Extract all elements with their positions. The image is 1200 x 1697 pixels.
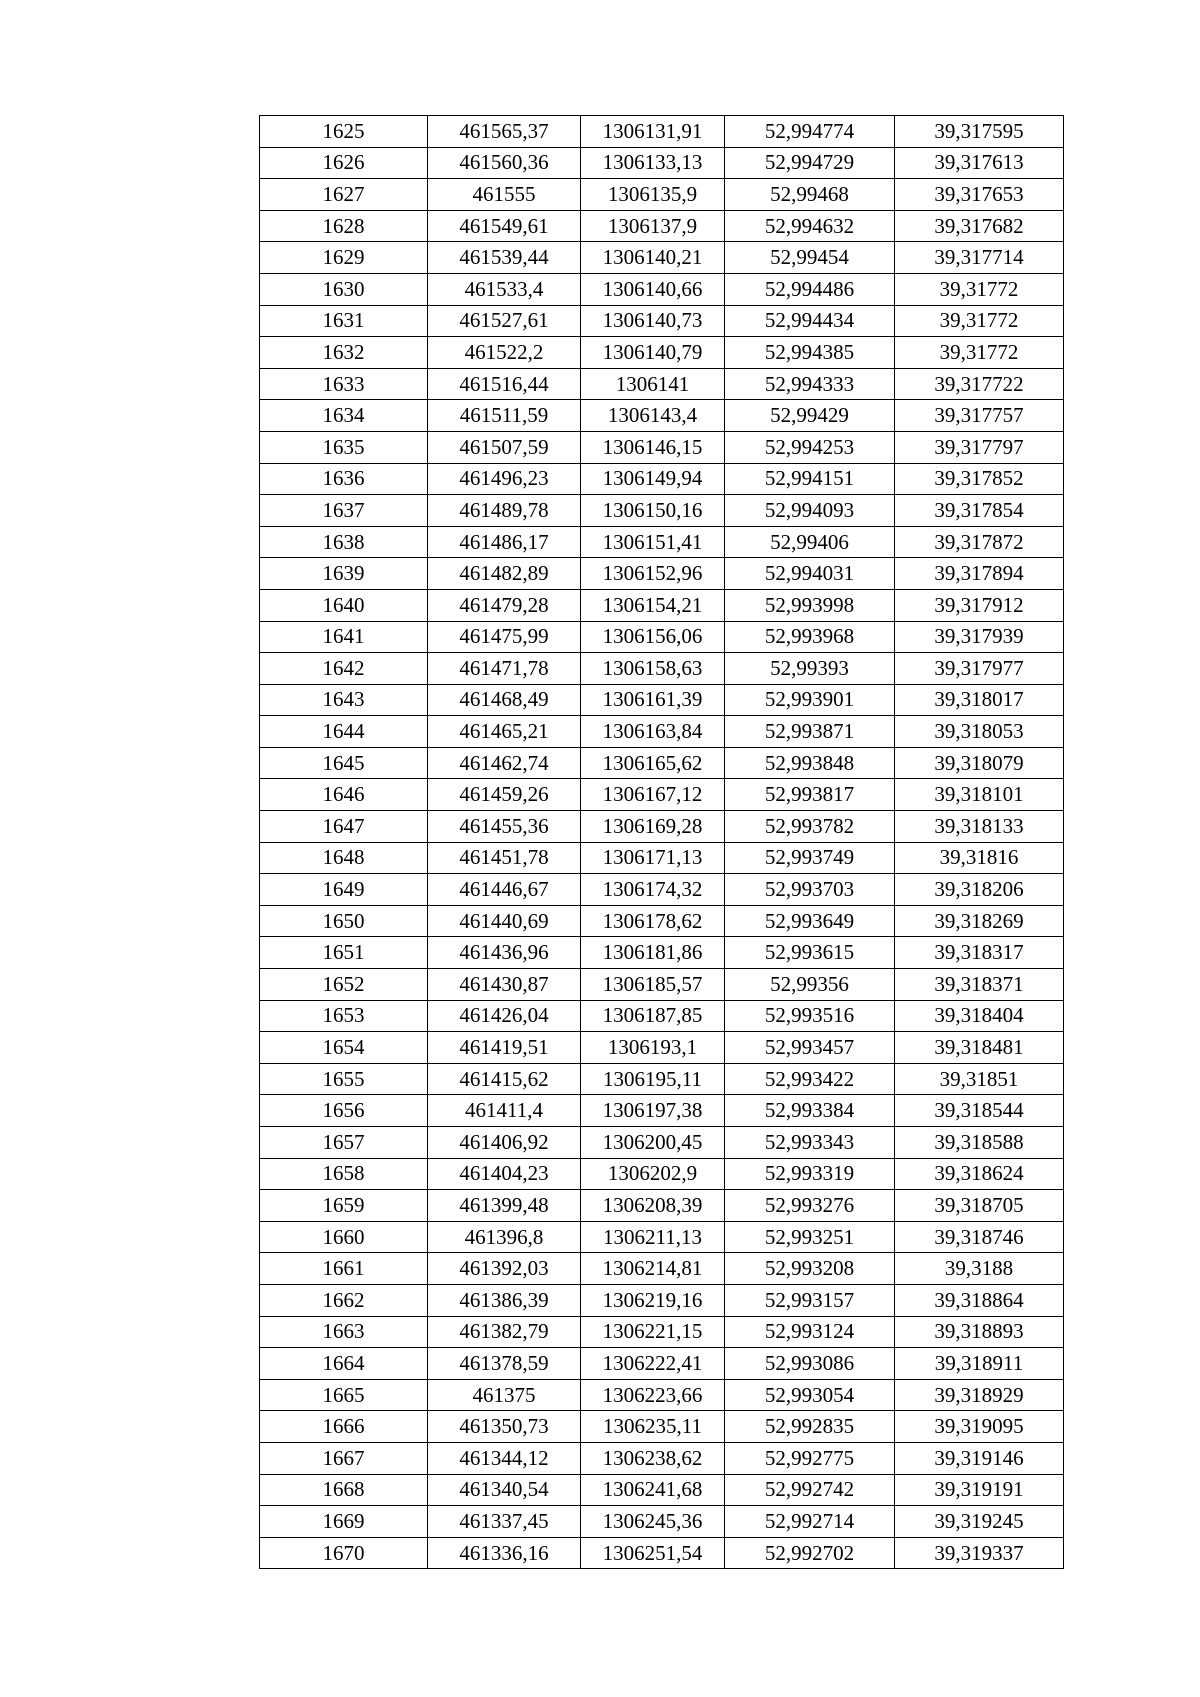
longitude-cell: 39,318705 — [895, 1190, 1064, 1222]
longitude-cell: 39,318079 — [895, 747, 1064, 779]
latitude-cell: 52,99454 — [725, 242, 895, 274]
x-coordinate-cell: 461336,16 — [428, 1537, 581, 1569]
longitude-cell: 39,317797 — [895, 431, 1064, 463]
y-coordinate-cell: 1306131,91 — [581, 116, 725, 148]
latitude-cell: 52,992714 — [725, 1506, 895, 1538]
point-number-cell: 1651 — [260, 937, 428, 969]
table-row — [260, 242, 1064, 274]
longitude-cell: 39,319191 — [895, 1474, 1064, 1506]
latitude-cell: 52,992742 — [725, 1474, 895, 1506]
table-row — [260, 842, 1064, 874]
x-coordinate-cell: 461406,92 — [428, 1127, 581, 1159]
table-row — [260, 874, 1064, 906]
x-coordinate-cell: 461399,48 — [428, 1190, 581, 1222]
table-row — [260, 716, 1064, 748]
point-number-cell: 1650 — [260, 905, 428, 937]
x-coordinate-cell: 461350,73 — [428, 1411, 581, 1443]
table-row — [260, 400, 1064, 432]
x-coordinate-cell: 461459,26 — [428, 779, 581, 811]
x-coordinate-cell: 461486,17 — [428, 526, 581, 558]
y-coordinate-cell: 1306152,96 — [581, 558, 725, 590]
x-coordinate-cell: 461560,36 — [428, 147, 581, 179]
latitude-cell: 52,993384 — [725, 1095, 895, 1127]
x-coordinate-cell: 461479,28 — [428, 589, 581, 621]
y-coordinate-cell: 1306197,38 — [581, 1095, 725, 1127]
y-coordinate-cell: 1306149,94 — [581, 463, 725, 495]
y-coordinate-cell: 1306195,11 — [581, 1063, 725, 1095]
y-coordinate-cell: 1306135,9 — [581, 179, 725, 211]
point-number-cell: 1645 — [260, 747, 428, 779]
latitude-cell: 52,993054 — [725, 1379, 895, 1411]
y-coordinate-cell: 1306163,84 — [581, 716, 725, 748]
latitude-cell: 52,993343 — [725, 1127, 895, 1159]
latitude-cell: 52,99468 — [725, 179, 895, 211]
y-coordinate-cell: 1306156,06 — [581, 621, 725, 653]
coordinates-table-body — [260, 116, 1064, 1569]
point-number-cell: 1662 — [260, 1284, 428, 1316]
x-coordinate-cell: 461462,74 — [428, 747, 581, 779]
x-coordinate-cell: 461419,51 — [428, 1032, 581, 1064]
latitude-cell: 52,993782 — [725, 811, 895, 843]
x-coordinate-cell: 461482,89 — [428, 558, 581, 590]
y-coordinate-cell: 1306245,36 — [581, 1506, 725, 1538]
point-number-cell: 1642 — [260, 653, 428, 685]
longitude-cell: 39,317912 — [895, 589, 1064, 621]
longitude-cell: 39,317894 — [895, 558, 1064, 590]
latitude-cell: 52,994729 — [725, 147, 895, 179]
longitude-cell: 39,319095 — [895, 1411, 1064, 1443]
point-number-cell: 1664 — [260, 1348, 428, 1380]
longitude-cell: 39,319337 — [895, 1537, 1064, 1569]
table-row — [260, 684, 1064, 716]
table-row — [260, 905, 1064, 937]
y-coordinate-cell: 1306137,9 — [581, 210, 725, 242]
y-coordinate-cell: 1306221,15 — [581, 1316, 725, 1348]
table-row — [260, 1127, 1064, 1159]
point-number-cell: 1665 — [260, 1379, 428, 1411]
table-row — [260, 305, 1064, 337]
table-row — [260, 116, 1064, 148]
point-number-cell: 1637 — [260, 495, 428, 527]
y-coordinate-cell: 1306251,54 — [581, 1537, 725, 1569]
y-coordinate-cell: 1306169,28 — [581, 811, 725, 843]
longitude-cell: 39,317854 — [895, 495, 1064, 527]
x-coordinate-cell: 461415,62 — [428, 1063, 581, 1095]
point-number-cell: 1638 — [260, 526, 428, 558]
latitude-cell: 52,993749 — [725, 842, 895, 874]
x-coordinate-cell: 461507,59 — [428, 431, 581, 463]
y-coordinate-cell: 1306202,9 — [581, 1158, 725, 1190]
y-coordinate-cell: 1306174,32 — [581, 874, 725, 906]
table-row — [260, 1506, 1064, 1538]
x-coordinate-cell: 461496,23 — [428, 463, 581, 495]
x-coordinate-cell: 461396,8 — [428, 1221, 581, 1253]
table-row — [260, 147, 1064, 179]
y-coordinate-cell: 1306211,13 — [581, 1221, 725, 1253]
longitude-cell: 39,318544 — [895, 1095, 1064, 1127]
point-number-cell: 1628 — [260, 210, 428, 242]
table-row — [260, 1348, 1064, 1380]
y-coordinate-cell: 1306185,57 — [581, 969, 725, 1001]
x-coordinate-cell: 461404,23 — [428, 1158, 581, 1190]
point-number-cell: 1634 — [260, 400, 428, 432]
point-number-cell: 1670 — [260, 1537, 428, 1569]
longitude-cell: 39,318053 — [895, 716, 1064, 748]
y-coordinate-cell: 1306140,21 — [581, 242, 725, 274]
x-coordinate-cell: 461337,45 — [428, 1506, 581, 1538]
point-number-cell: 1668 — [260, 1474, 428, 1506]
longitude-cell: 39,318624 — [895, 1158, 1064, 1190]
y-coordinate-cell: 1306241,68 — [581, 1474, 725, 1506]
y-coordinate-cell: 1306171,13 — [581, 842, 725, 874]
longitude-cell: 39,31851 — [895, 1063, 1064, 1095]
y-coordinate-cell: 1306193,1 — [581, 1032, 725, 1064]
y-coordinate-cell: 1306143,4 — [581, 400, 725, 432]
latitude-cell: 52,993516 — [725, 1000, 895, 1032]
y-coordinate-cell: 1306146,15 — [581, 431, 725, 463]
latitude-cell: 52,993276 — [725, 1190, 895, 1222]
longitude-cell: 39,318371 — [895, 969, 1064, 1001]
table-row — [260, 526, 1064, 558]
table-row — [260, 1474, 1064, 1506]
x-coordinate-cell: 461475,99 — [428, 621, 581, 653]
x-coordinate-cell: 461539,44 — [428, 242, 581, 274]
point-number-cell: 1641 — [260, 621, 428, 653]
point-number-cell: 1648 — [260, 842, 428, 874]
table-row — [260, 937, 1064, 969]
x-coordinate-cell: 461565,37 — [428, 116, 581, 148]
table-row — [260, 621, 1064, 653]
y-coordinate-cell: 1306150,16 — [581, 495, 725, 527]
latitude-cell: 52,993208 — [725, 1253, 895, 1285]
x-coordinate-cell: 461533,4 — [428, 273, 581, 305]
table-row — [260, 653, 1064, 685]
x-coordinate-cell: 461549,61 — [428, 210, 581, 242]
latitude-cell: 52,99393 — [725, 653, 895, 685]
longitude-cell: 39,317872 — [895, 526, 1064, 558]
latitude-cell: 52,992702 — [725, 1537, 895, 1569]
point-number-cell: 1644 — [260, 716, 428, 748]
longitude-cell: 39,317852 — [895, 463, 1064, 495]
point-number-cell: 1656 — [260, 1095, 428, 1127]
latitude-cell: 52,993124 — [725, 1316, 895, 1348]
y-coordinate-cell: 1306238,62 — [581, 1442, 725, 1474]
table-row — [260, 1221, 1064, 1253]
latitude-cell: 52,993649 — [725, 905, 895, 937]
latitude-cell: 52,993457 — [725, 1032, 895, 1064]
table-row — [260, 589, 1064, 621]
latitude-cell: 52,992775 — [725, 1442, 895, 1474]
x-coordinate-cell: 461436,96 — [428, 937, 581, 969]
x-coordinate-cell: 461468,49 — [428, 684, 581, 716]
y-coordinate-cell: 1306140,79 — [581, 337, 725, 369]
longitude-cell: 39,317939 — [895, 621, 1064, 653]
latitude-cell: 52,993703 — [725, 874, 895, 906]
x-coordinate-cell: 461511,59 — [428, 400, 581, 432]
point-number-cell: 1655 — [260, 1063, 428, 1095]
longitude-cell: 39,318481 — [895, 1032, 1064, 1064]
x-coordinate-cell: 461430,87 — [428, 969, 581, 1001]
longitude-cell: 39,318317 — [895, 937, 1064, 969]
latitude-cell: 52,99429 — [725, 400, 895, 432]
table-row — [260, 179, 1064, 211]
point-number-cell: 1653 — [260, 1000, 428, 1032]
x-coordinate-cell: 461392,03 — [428, 1253, 581, 1285]
table-row — [260, 811, 1064, 843]
longitude-cell: 39,317653 — [895, 179, 1064, 211]
point-number-cell: 1669 — [260, 1506, 428, 1538]
table-row — [260, 210, 1064, 242]
point-number-cell: 1663 — [260, 1316, 428, 1348]
longitude-cell: 39,317714 — [895, 242, 1064, 274]
latitude-cell: 52,994253 — [725, 431, 895, 463]
longitude-cell: 39,318893 — [895, 1316, 1064, 1348]
y-coordinate-cell: 1306178,62 — [581, 905, 725, 937]
point-number-cell: 1667 — [260, 1442, 428, 1474]
y-coordinate-cell: 1306140,66 — [581, 273, 725, 305]
y-coordinate-cell: 1306181,86 — [581, 937, 725, 969]
y-coordinate-cell: 1306133,13 — [581, 147, 725, 179]
y-coordinate-cell: 1306222,41 — [581, 1348, 725, 1380]
x-coordinate-cell: 461386,39 — [428, 1284, 581, 1316]
latitude-cell: 52,993871 — [725, 716, 895, 748]
x-coordinate-cell: 461465,21 — [428, 716, 581, 748]
x-coordinate-cell: 461426,04 — [428, 1000, 581, 1032]
y-coordinate-cell: 1306140,73 — [581, 305, 725, 337]
x-coordinate-cell: 461340,54 — [428, 1474, 581, 1506]
table-row — [260, 1253, 1064, 1285]
x-coordinate-cell: 461344,12 — [428, 1442, 581, 1474]
y-coordinate-cell: 1306208,39 — [581, 1190, 725, 1222]
latitude-cell: 52,994151 — [725, 463, 895, 495]
table-row — [260, 337, 1064, 369]
y-coordinate-cell: 1306223,66 — [581, 1379, 725, 1411]
longitude-cell: 39,31772 — [895, 337, 1064, 369]
point-number-cell: 1658 — [260, 1158, 428, 1190]
y-coordinate-cell: 1306219,16 — [581, 1284, 725, 1316]
latitude-cell: 52,993422 — [725, 1063, 895, 1095]
latitude-cell: 52,994774 — [725, 116, 895, 148]
table-row — [260, 1537, 1064, 1569]
latitude-cell: 52,994434 — [725, 305, 895, 337]
point-number-cell: 1659 — [260, 1190, 428, 1222]
x-coordinate-cell: 461522,2 — [428, 337, 581, 369]
table-row — [260, 431, 1064, 463]
point-number-cell: 1660 — [260, 1221, 428, 1253]
table-row — [260, 1032, 1064, 1064]
table-row — [260, 463, 1064, 495]
x-coordinate-cell: 461527,61 — [428, 305, 581, 337]
point-number-cell: 1627 — [260, 179, 428, 211]
point-number-cell: 1647 — [260, 811, 428, 843]
point-number-cell: 1635 — [260, 431, 428, 463]
longitude-cell: 39,318746 — [895, 1221, 1064, 1253]
y-coordinate-cell: 1306158,63 — [581, 653, 725, 685]
latitude-cell: 52,993251 — [725, 1221, 895, 1253]
longitude-cell: 39,318133 — [895, 811, 1064, 843]
x-coordinate-cell: 461411,4 — [428, 1095, 581, 1127]
x-coordinate-cell: 461471,78 — [428, 653, 581, 685]
latitude-cell: 52,993086 — [725, 1348, 895, 1380]
latitude-cell: 52,993615 — [725, 937, 895, 969]
table-row — [260, 747, 1064, 779]
longitude-cell: 39,319146 — [895, 1442, 1064, 1474]
latitude-cell: 52,993817 — [725, 779, 895, 811]
x-coordinate-cell: 461489,78 — [428, 495, 581, 527]
longitude-cell: 39,31816 — [895, 842, 1064, 874]
table-row — [260, 1063, 1064, 1095]
table-row — [260, 779, 1064, 811]
x-coordinate-cell: 461455,36 — [428, 811, 581, 843]
x-coordinate-cell: 461382,79 — [428, 1316, 581, 1348]
x-coordinate-cell: 461516,44 — [428, 368, 581, 400]
y-coordinate-cell: 1306161,39 — [581, 684, 725, 716]
y-coordinate-cell: 1306214,81 — [581, 1253, 725, 1285]
longitude-cell: 39,318864 — [895, 1284, 1064, 1316]
latitude-cell: 52,994031 — [725, 558, 895, 590]
longitude-cell: 39,319245 — [895, 1506, 1064, 1538]
point-number-cell: 1666 — [260, 1411, 428, 1443]
point-number-cell: 1646 — [260, 779, 428, 811]
longitude-cell: 39,317757 — [895, 400, 1064, 432]
latitude-cell: 52,993157 — [725, 1284, 895, 1316]
longitude-cell: 39,317977 — [895, 653, 1064, 685]
table-row — [260, 1190, 1064, 1222]
longitude-cell: 39,318929 — [895, 1379, 1064, 1411]
longitude-cell: 39,318911 — [895, 1348, 1064, 1380]
y-coordinate-cell: 1306154,21 — [581, 589, 725, 621]
table-row — [260, 969, 1064, 1001]
x-coordinate-cell: 461555 — [428, 179, 581, 211]
longitude-cell: 39,317722 — [895, 368, 1064, 400]
table-row — [260, 558, 1064, 590]
latitude-cell: 52,99406 — [725, 526, 895, 558]
point-number-cell: 1661 — [260, 1253, 428, 1285]
longitude-cell: 39,318588 — [895, 1127, 1064, 1159]
table-row — [260, 368, 1064, 400]
x-coordinate-cell: 461375 — [428, 1379, 581, 1411]
point-number-cell: 1652 — [260, 969, 428, 1001]
longitude-cell: 39,318269 — [895, 905, 1064, 937]
longitude-cell: 39,317613 — [895, 147, 1064, 179]
point-number-cell: 1633 — [260, 368, 428, 400]
longitude-cell: 39,31772 — [895, 305, 1064, 337]
latitude-cell: 52,993998 — [725, 589, 895, 621]
y-coordinate-cell: 1306141 — [581, 368, 725, 400]
point-number-cell: 1639 — [260, 558, 428, 590]
x-coordinate-cell: 461378,59 — [428, 1348, 581, 1380]
point-number-cell: 1643 — [260, 684, 428, 716]
y-coordinate-cell: 1306200,45 — [581, 1127, 725, 1159]
longitude-cell: 39,318206 — [895, 874, 1064, 906]
longitude-cell: 39,317682 — [895, 210, 1064, 242]
point-number-cell: 1654 — [260, 1032, 428, 1064]
point-number-cell: 1649 — [260, 874, 428, 906]
point-number-cell: 1630 — [260, 273, 428, 305]
longitude-cell: 39,317595 — [895, 116, 1064, 148]
point-number-cell: 1640 — [260, 589, 428, 621]
x-coordinate-cell: 461451,78 — [428, 842, 581, 874]
latitude-cell: 52,994093 — [725, 495, 895, 527]
y-coordinate-cell: 1306167,12 — [581, 779, 725, 811]
table-row — [260, 1442, 1064, 1474]
coordinates-table — [259, 115, 1064, 1569]
latitude-cell: 52,993968 — [725, 621, 895, 653]
latitude-cell: 52,994333 — [725, 368, 895, 400]
x-coordinate-cell: 461440,69 — [428, 905, 581, 937]
table-row — [260, 273, 1064, 305]
longitude-cell: 39,3188 — [895, 1253, 1064, 1285]
y-coordinate-cell: 1306235,11 — [581, 1411, 725, 1443]
point-number-cell: 1629 — [260, 242, 428, 274]
table-row — [260, 1411, 1064, 1443]
latitude-cell: 52,993319 — [725, 1158, 895, 1190]
point-number-cell: 1626 — [260, 147, 428, 179]
latitude-cell: 52,992835 — [725, 1411, 895, 1443]
y-coordinate-cell: 1306165,62 — [581, 747, 725, 779]
point-number-cell: 1636 — [260, 463, 428, 495]
point-number-cell: 1631 — [260, 305, 428, 337]
longitude-cell: 39,31772 — [895, 273, 1064, 305]
latitude-cell: 52,994385 — [725, 337, 895, 369]
table-row — [260, 1379, 1064, 1411]
table-row — [260, 1316, 1064, 1348]
table-row — [260, 1284, 1064, 1316]
x-coordinate-cell: 461446,67 — [428, 874, 581, 906]
table-row — [260, 1158, 1064, 1190]
longitude-cell: 39,318017 — [895, 684, 1064, 716]
table-row — [260, 1000, 1064, 1032]
latitude-cell: 52,993848 — [725, 747, 895, 779]
point-number-cell: 1632 — [260, 337, 428, 369]
latitude-cell: 52,994632 — [725, 210, 895, 242]
y-coordinate-cell: 1306187,85 — [581, 1000, 725, 1032]
point-number-cell: 1625 — [260, 116, 428, 148]
latitude-cell: 52,994486 — [725, 273, 895, 305]
latitude-cell: 52,993901 — [725, 684, 895, 716]
longitude-cell: 39,318404 — [895, 1000, 1064, 1032]
point-number-cell: 1657 — [260, 1127, 428, 1159]
table-row — [260, 1095, 1064, 1127]
y-coordinate-cell: 1306151,41 — [581, 526, 725, 558]
longitude-cell: 39,318101 — [895, 779, 1064, 811]
table-row — [260, 495, 1064, 527]
latitude-cell: 52,99356 — [725, 969, 895, 1001]
